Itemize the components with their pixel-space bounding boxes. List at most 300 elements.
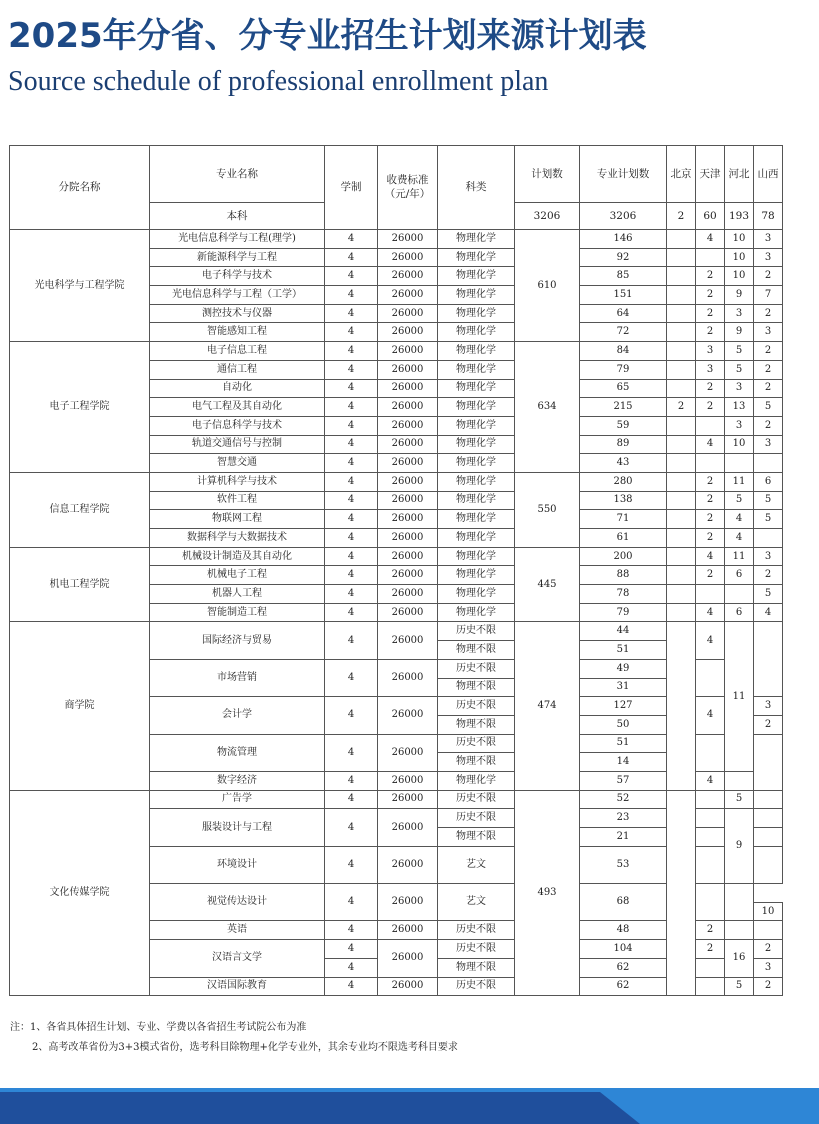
plan-count: 59 [580,416,667,435]
tianjin-count: 2 [696,491,725,510]
shanxi-count: 5 [754,398,783,417]
duration: 4 [325,379,378,398]
hebei-count: 10 [754,902,783,921]
shanxi-count [754,454,783,473]
plan-count: 200 [580,547,667,566]
major-name: 电子信息工程 [150,342,325,361]
hebei-count: 6 [725,603,754,622]
duration: 4 [325,510,378,529]
hebei-count: 9 [725,286,754,305]
fee: 26000 [378,230,438,249]
fee: 26000 [378,267,438,286]
duration: 4 [325,472,378,491]
hebei-count [725,585,754,604]
plan-count: 280 [580,472,667,491]
shanxi-count [754,622,783,697]
plan-count: 65 [580,379,667,398]
header-subject: 科类 [438,146,515,230]
hebei-count: 16 [725,940,754,977]
duration: 4 [325,398,378,417]
tianjin-count [696,809,725,828]
duration: 4 [325,566,378,585]
shanxi-count: 3 [754,547,783,566]
header-major-plan: 专业计划数 [580,146,667,203]
table-header-row [10,146,783,203]
duration: 4 [325,529,378,548]
tianjin-count: 3 [696,342,725,361]
beijing-count [667,286,696,305]
fee: 26000 [378,547,438,566]
tianjin-count: 2 [696,323,725,342]
totals-label: 本科 [150,203,325,230]
duration: 4 [325,659,378,696]
major-name: 国际经济与贸易 [150,622,325,659]
hebei-count: 5 [725,491,754,510]
fee: 26000 [378,585,438,604]
major-name: 汉语言文学 [150,940,325,977]
fee: 26000 [378,603,438,622]
tianjin-count: 2 [696,267,725,286]
shanxi-count: 5 [754,510,783,529]
major-name: 通信工程 [150,360,325,379]
tianjin-count: 4 [696,622,725,659]
plan-count: 88 [580,566,667,585]
footnotes [10,1018,458,1058]
subject: 物理不限 [438,641,515,660]
shanxi-count: 6 [754,472,783,491]
subject: 物理化学 [438,304,515,323]
header-college: 分院名称 [10,146,150,230]
subject: 物理不限 [438,678,515,697]
duration: 4 [325,809,378,846]
plan-count: 44 [580,622,667,641]
totals-plan: 3206 [515,203,580,230]
hebei-count: 4 [725,529,754,548]
tianjin-count [696,659,725,696]
major-name: 机器人工程 [150,585,325,604]
shanxi-count: 2 [754,566,783,585]
shanxi-count [754,921,783,940]
shanxi-count: 5 [754,491,783,510]
subject: 艺文 [438,884,515,921]
subject: 物理化学 [438,529,515,548]
header-shanxi: 山西 [754,146,783,203]
hebei-count: 5 [725,790,754,809]
duration: 4 [325,416,378,435]
duration: 4 [325,248,378,267]
subject: 物理化学 [438,472,515,491]
college-total: 550 [515,472,580,547]
plan-count: 51 [580,641,667,660]
subject: 历史不限 [438,659,515,678]
duration: 4 [325,304,378,323]
plan-count: 85 [580,267,667,286]
tianjin-count: 2 [696,286,725,305]
plan-count: 71 [580,510,667,529]
fee: 26000 [378,529,438,548]
hebei-count: 10 [725,230,754,249]
major-name: 智能感知工程 [150,323,325,342]
fee: 26000 [378,940,438,977]
tianjin-count: 2 [696,510,725,529]
plan-count: 138 [580,491,667,510]
plan-count: 151 [580,286,667,305]
major-name: 新能源科学与工程 [150,248,325,267]
hebei-count [725,454,754,473]
college-total: 634 [515,342,580,473]
tianjin-count: 2 [696,379,725,398]
hebei-count: 9 [725,323,754,342]
duration: 4 [325,585,378,604]
beijing-count [667,790,696,996]
tianjin-count [696,248,725,267]
major-name: 物流管理 [150,734,325,771]
tianjin-count: 2 [696,472,725,491]
header-plan-total: 计划数 [515,146,580,203]
beijing-count [667,416,696,435]
duration: 4 [325,230,378,249]
duration: 4 [325,846,378,883]
beijing-count [667,323,696,342]
major-name: 软件工程 [150,491,325,510]
subject: 物理化学 [438,510,515,529]
plan-count: 31 [580,678,667,697]
fee: 26000 [378,622,438,659]
college-name: 电子工程学院 [10,342,150,473]
totals-shanxi: 78 [754,203,783,230]
tianjin-count: 4 [696,771,725,790]
duration: 4 [325,977,378,996]
college-total: 445 [515,547,580,622]
fee: 26000 [378,472,438,491]
major-name: 环境设计 [150,846,325,883]
fee: 26000 [378,510,438,529]
hebei-count: 4 [725,510,754,529]
fee: 26000 [378,491,438,510]
subject: 物理化学 [438,267,515,286]
hebei-count: 3 [725,304,754,323]
fee: 26000 [378,697,438,734]
plan-count: 89 [580,435,667,454]
beijing-count [667,491,696,510]
major-name: 电子科学与技术 [150,267,325,286]
shanxi-count [754,828,783,847]
hebei-count: 9 [725,809,754,884]
plan-count: 127 [580,697,667,716]
shanxi-count: 2 [754,304,783,323]
major-name: 数据科学与大数据技术 [150,529,325,548]
major-name: 轨道交通信号与控制 [150,435,325,454]
shanxi-count [754,734,783,790]
plan-count: 14 [580,753,667,772]
shanxi-count: 3 [754,248,783,267]
totals-major-plan: 3206 [580,203,667,230]
duration: 4 [325,958,378,977]
beijing-count [667,342,696,361]
beijing-count: 2 [667,398,696,417]
hebei-count: 3 [725,416,754,435]
fee: 26000 [378,921,438,940]
tianjin-count [696,790,725,809]
hebei-count: 13 [725,398,754,417]
beijing-count [667,566,696,585]
tianjin-count [696,884,725,921]
shanxi-count [754,809,783,828]
shanxi-count: 3 [754,230,783,249]
shanxi-count: 5 [754,585,783,604]
duration: 4 [325,603,378,622]
hebei-count: 5 [725,360,754,379]
college-name: 商学院 [10,622,150,790]
major-name: 英语 [150,921,325,940]
tianjin-count: 4 [696,230,725,249]
fee: 26000 [378,771,438,790]
subject: 物理化学 [438,547,515,566]
major-name: 物联网工程 [150,510,325,529]
plan-count: 62 [580,958,667,977]
subject: 物理化学 [438,286,515,305]
shanxi-count: 2 [754,379,783,398]
fee: 26000 [378,566,438,585]
tianjin-count: 2 [696,304,725,323]
hebei-count: 10 [725,248,754,267]
subject: 物理化学 [438,585,515,604]
plan-count: 84 [580,342,667,361]
plan-count: 52 [580,790,667,809]
fee: 26000 [378,977,438,996]
header-duration: 学制 [325,146,378,230]
hebei-count [725,921,754,940]
tianjin-count [696,585,725,604]
beijing-count [667,585,696,604]
subject: 历史不限 [438,977,515,996]
tianjin-count: 2 [696,529,725,548]
beijing-count [667,529,696,548]
duration: 4 [325,435,378,454]
duration: 4 [325,286,378,305]
plan-count: 53 [580,846,667,883]
fee: 26000 [378,248,438,267]
subject: 历史不限 [438,921,515,940]
duration: 4 [325,547,378,566]
fee: 26000 [378,286,438,305]
plan-count: 64 [580,304,667,323]
footer-band-graphic [0,1088,819,1124]
subject: 物理化学 [438,398,515,417]
hebei-count: 5 [725,977,754,996]
plan-count: 79 [580,603,667,622]
duration: 4 [325,697,378,734]
shanxi-count: 3 [754,697,783,716]
plan-count: 62 [580,977,667,996]
hebei-count: 11 [725,472,754,491]
totals-hebei: 193 [725,203,754,230]
shanxi-count: 7 [754,286,783,305]
hebei-count: 10 [725,267,754,286]
tianjin-count: 4 [696,697,725,734]
plan-count: 72 [580,323,667,342]
major-name: 市场营销 [150,659,325,696]
major-name: 智能制造工程 [150,603,325,622]
shanxi-count [754,529,783,548]
table-row [10,547,783,566]
beijing-count [667,230,696,249]
shanxi-count: 3 [754,435,783,454]
page-title: 2025年分省、分专业招生计划来源计划表 [8,16,647,56]
shanxi-count: 4 [754,603,783,622]
college-total: 474 [515,622,580,790]
shanxi-count: 2 [754,715,783,734]
duration: 4 [325,267,378,286]
fee: 26000 [378,846,438,883]
hebei-count: 6 [725,566,754,585]
shanxi-count [725,884,754,921]
duration: 4 [325,323,378,342]
header-beijing: 北京 [667,146,696,203]
duration: 4 [325,342,378,361]
major-name: 机械电子工程 [150,566,325,585]
plan-count: 92 [580,248,667,267]
subject: 历史不限 [438,790,515,809]
subject: 物理化学 [438,603,515,622]
tianjin-count [696,977,725,996]
totals-beijing: 2 [667,203,696,230]
duration: 4 [325,622,378,659]
major-name: 光电信息科学与工程(理学) [150,230,325,249]
subject: 历史不限 [438,940,515,959]
subject: 历史不限 [438,809,515,828]
subject: 物理化学 [438,248,515,267]
tianjin-count: 2 [696,566,725,585]
tianjin-count: 4 [696,547,725,566]
major-name: 服装设计与工程 [150,809,325,846]
plan-count: 21 [580,828,667,847]
subject: 物理化学 [438,360,515,379]
subject: 物理化学 [438,416,515,435]
plan-count: 50 [580,715,667,734]
plan-count: 43 [580,454,667,473]
shanxi-count [754,790,783,809]
major-name: 视觉传达设计 [150,884,325,921]
tianjin-count [696,828,725,847]
tianjin-count: 4 [696,603,725,622]
beijing-count [667,304,696,323]
beijing-count [667,547,696,566]
plan-count: 68 [580,884,667,921]
tianjin-count: 2 [696,921,725,940]
table-row [10,230,783,249]
subject: 历史不限 [438,734,515,753]
duration: 4 [325,734,378,771]
beijing-count [667,454,696,473]
duration: 4 [325,491,378,510]
fee: 26000 [378,360,438,379]
major-name: 计算机科学与技术 [150,472,325,491]
subject: 物理化学 [438,379,515,398]
hebei-count: 11 [725,547,754,566]
plan-count: 104 [580,940,667,959]
plan-count: 48 [580,921,667,940]
subject: 物理化学 [438,566,515,585]
plan-count: 61 [580,529,667,548]
major-name: 光电信息科学与工程（工学） [150,286,325,305]
subject: 物理化学 [438,454,515,473]
plan-count: 57 [580,771,667,790]
college-total: 610 [515,230,580,342]
duration: 4 [325,884,378,921]
subject: 物理化学 [438,771,515,790]
fee: 26000 [378,323,438,342]
major-name: 机械设计制造及其自动化 [150,547,325,566]
shanxi-count: 2 [754,267,783,286]
beijing-count [667,472,696,491]
fee: 26000 [378,416,438,435]
shanxi-count: 2 [754,940,783,959]
fee: 26000 [378,379,438,398]
college-name: 机电工程学院 [10,547,150,622]
subject: 物理不限 [438,753,515,772]
footer-decoration-band [0,1088,819,1124]
table-row [10,472,783,491]
plan-count: 23 [580,809,667,828]
tianjin-count [696,958,725,977]
subject: 物理不限 [438,715,515,734]
duration: 4 [325,940,378,959]
beijing-count [667,267,696,286]
major-name: 汉语国际教育 [150,977,325,996]
tianjin-count [696,454,725,473]
shanxi-count: 3 [754,958,783,977]
beijing-count [667,248,696,267]
plan-count: 78 [580,585,667,604]
tianjin-count: 2 [696,398,725,417]
table-row [10,342,783,361]
tianjin-count: 3 [696,360,725,379]
beijing-count [667,622,696,790]
plan-count: 51 [580,734,667,753]
subject: 物理不限 [438,828,515,847]
major-name: 数字经济 [150,771,325,790]
subject: 历史不限 [438,697,515,716]
college-name: 信息工程学院 [10,472,150,547]
fee: 26000 [378,454,438,473]
footnote-2: 2、高考改革省份为3+3模式省份，选考科目除物理+化学专业外，其余专业均不限选考科目要求 [32,1042,458,1053]
header-tianjin: 天津 [696,146,725,203]
plan-count: 49 [580,659,667,678]
tianjin-count [696,416,725,435]
beijing-count [667,379,696,398]
footer-band-dark [0,1092,640,1124]
subject: 物理化学 [438,491,515,510]
fee: 26000 [378,659,438,696]
fee: 26000 [378,884,438,921]
tianjin-count [696,846,725,883]
fee: 26000 [378,398,438,417]
major-name: 会计学 [150,697,325,734]
header-major: 专业名称 [150,146,325,203]
duration: 4 [325,454,378,473]
plan-count: 79 [580,360,667,379]
table-row [10,622,783,641]
duration: 4 [325,921,378,940]
header-hebei: 河北 [725,146,754,203]
subject: 物理化学 [438,230,515,249]
header-fee: 收费标准 （元/年） [378,146,438,230]
enrollment-plan-table [9,145,783,996]
major-name: 智慧交通 [150,454,325,473]
beijing-count [667,510,696,529]
beijing-count [667,360,696,379]
